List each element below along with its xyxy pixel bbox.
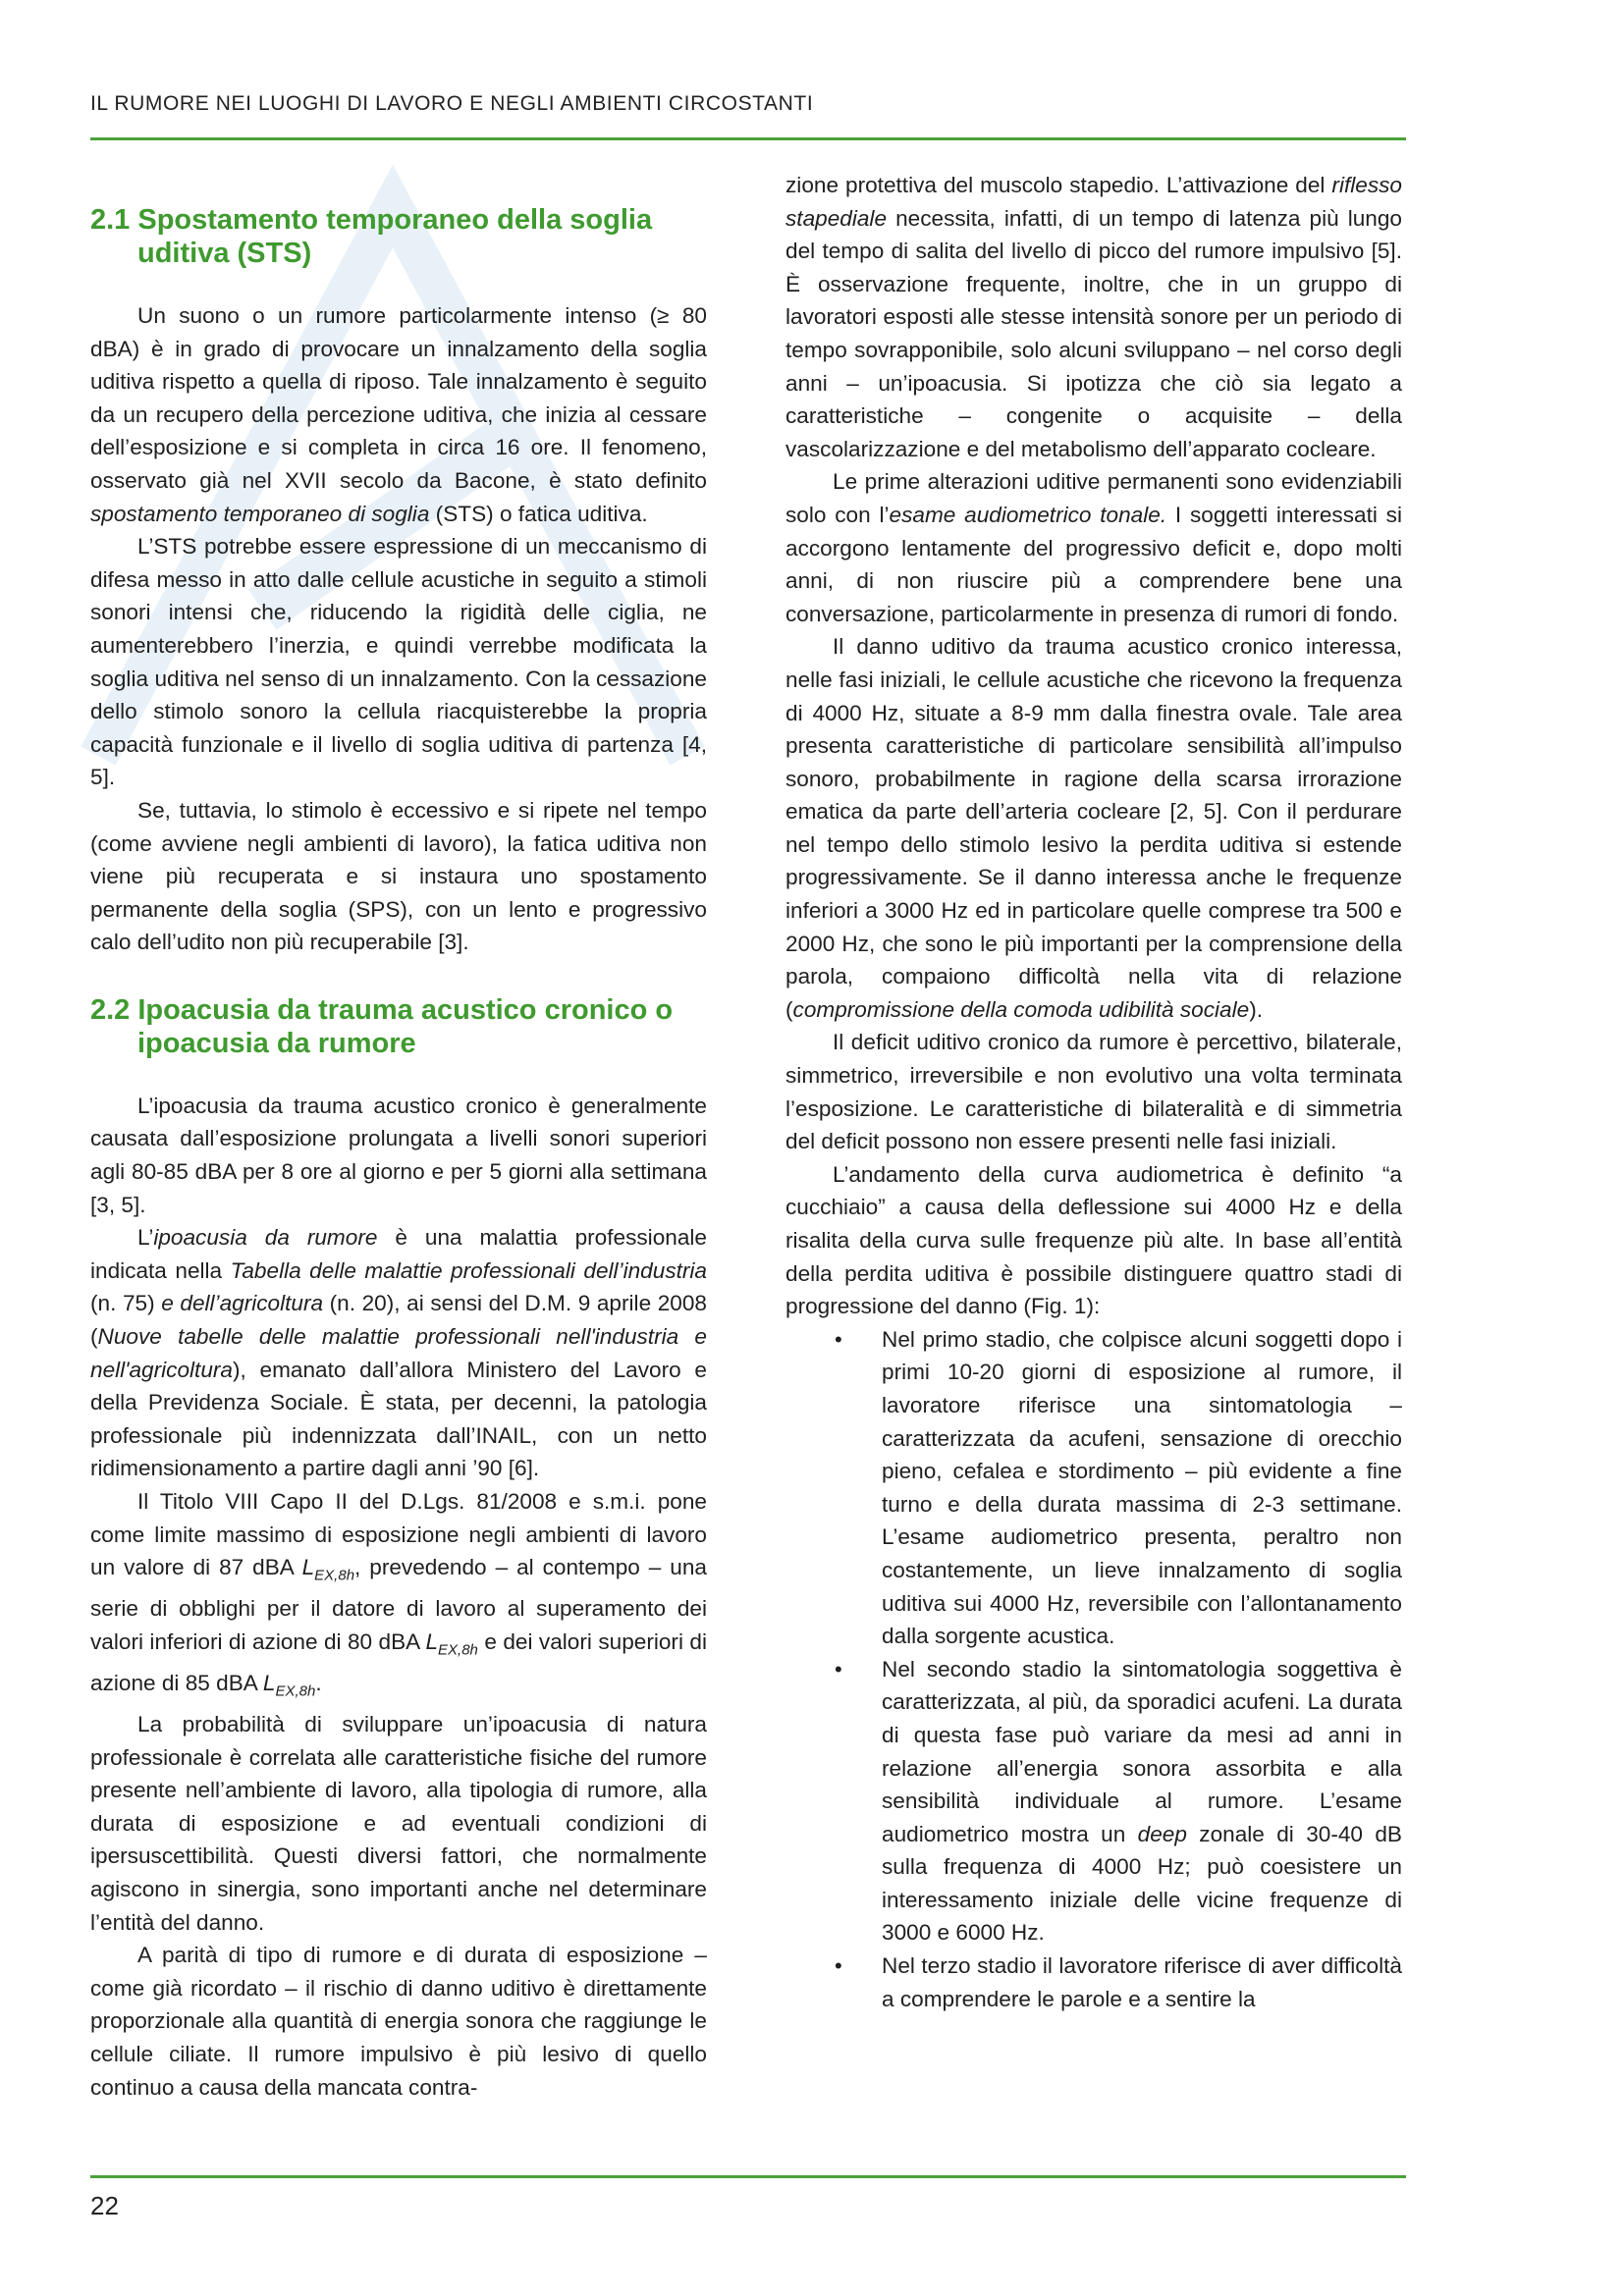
page-number: 22 <box>90 2191 119 2220</box>
paragraph: L’andamento della curva audiometrica è definito “a cucchiaio” a causa della deflessione sui 4000 Hz e della risalita della curva sulle frequenze più alte. In base all’entità della perdita uditiva è possibile distinguere quattro stadi di progressione del danno (Fig. 1): <box>785 1161 1402 1319</box>
paragraph: La probabilità di sviluppare un’ipoacusia di natura professionale è correlata alle caratteristiche fisiche del rumore presente nell’ambiente di lavoro, alla tipologia di rumore, alla durata di esposizione e ad eventuali condizioni di ipersuscettibilità. Questi diversi fattori, che normalmente agiscono in sinergia, sono importanti anche nel determinare l’entità del danno. <box>90 1712 707 1935</box>
paragraph: Un suono o un rumore particolarmente intenso (≥ 80 dBA) è in grado di provocare un innalzamento della soglia uditiva rispetto a quella di riposo. Tale innalzamento è seguito da un recupero della percezione uditiva, che inizia al cessare dell’esposizione e si completa in circa 16 ore. Il fenomeno, osservato già nel XVII secolo da Bacone, è stato definito spostamento temporaneo di soglia (STS) o fatica uditiva. <box>90 303 707 526</box>
paragraph: Il deficit uditivo cronico da rumore è percettivo, bilaterale, simmetrico, irreversibile e non evolutivo una volta terminata l’esposizione. Le caratteristiche di bilateralità e di simmetria del deficit possono non essere presenti nelle fasi iniziali. <box>785 1030 1402 1154</box>
bullet-icon: • <box>835 1656 842 1682</box>
paragraph: L’STS potrebbe essere espressione di un meccanismo di difesa messo in atto dalle cellule acustiche in seguito a stimoli sonori intensi che, riducendo la rigidità delle ciglia, ne aumenterebbero l’inerzia, e quindi verrebbe modificata la soglia uditiva nel senso di un innalzamento. Con la cessazione dello stimolo sonoro la cellula riacquisterebbe la propria capacità funzionale e il livello di soglia uditiva di partenza [4, 5]. <box>90 534 707 790</box>
running-header: IL RUMORE NEI LUOGHI DI LAVORO E NEGLI AMBIENTI CIRCOSTANTI <box>90 92 814 115</box>
left-column <box>90 169 707 2104</box>
bullet-icon: • <box>835 1953 842 1979</box>
paragraph: Il Titolo VIII Capo II del D.Lgs. 81/2008 e s.m.i. pone come limite massimo di esposizione negli ambienti di lavoro un valore di 87 dBA $L_{EX,8h}$, prevedendo – al contempo – una serie di obblighi per il datore di lavoro al superamento dei valori inferiori di azione di 80 dBA $L_{EX,8h}$ e dei valori superiori di azione di 85 dBA $L_{EX,8h}$. <box>90 1489 707 1700</box>
paragraph: L’ipoacusia da trauma acustico cronico è generalmente causata dall’esposizione prolungata a livelli sonori superiori agli 80-85 dBA per 8 ore al giorno e per 5 giorni alla settimana [3, 5]. <box>90 1093 707 1217</box>
right-column <box>785 169 1402 2015</box>
paragraph: L’ipoacusia da rumore è una malattia professionale indicata nella Tabella delle malattie professionali dell’industria (n. 75) e dell’agricoltura (n. 20), ai sensi del D.M. 9 aprile 2008 (Nuove tabelle delle malattie professionali nell'industria e nell'agricoltura), emanato dall’allora Ministero del Lavoro e della Previdenza Sociale. È stata, per decenni, la patologia professionale più indennizzata dall’INAIL, con un netto ridimensionamento a partire dagli anni ’90 [6]. <box>90 1225 707 1481</box>
section-heading-2-2: 2.2 Ipoacusia da trauma acustico cronico o ipoacusia da rumore <box>90 993 674 1059</box>
list-item: • Nel primo stadio, che colpisce alcuni soggetti dopo i primi 10-20 giorni di esposizione al rumore, il lavoratore riferisce una sintomatologia – caratterizzata da acufeni, sensazione di orecchio pieno, cefalea e stordimento – più evidente a fine turno e della durata massima di 2-3 settimane. L’esame audiometrico presenta, peraltro non costantemente, un lieve innalzamento di soglia uditiva sui 4000 Hz, reversibile con l’allontanamento dalla sorgente acustica. <box>785 1323 1402 1653</box>
list-item: • Nel terzo stadio il lavoratore riferisce di aver difficoltà a comprendere le parole e a sentire la <box>785 1949 1402 2015</box>
paragraph: Il danno uditivo da trauma acustico cronico interessa, nelle fasi iniziali, le cellule acustiche che ricevono la frequenza di 4000 Hz, situate a 8-9 mm dalla finestra ovale. Tale area presenta caratteristiche di particolare sensibilità all’impulso sonoro, probabilmente in ragione della scarsa irrorazione ematica da parte dell’arteria cocleare [2, 5]. Con il perdurare nel tempo dello stimolo lesivo la perdita uditiva si estende progressivamente. Se il danno interessa anche le frequenze inferiori a 3000 Hz ed in particolare quelle comprese tra 500 e 2000 Hz, che sono le più importanti per la comprensione della parola, compaiono difficoltà nella vita di relazione (compromissione della comoda udibilità sociale). <box>785 634 1402 1022</box>
paragraph: Se, tuttavia, lo stimolo è eccessivo e si ripete nel tempo (come avviene negli ambienti di lavoro), la fatica uditiva non viene più recuperata e si instaura uno spostamento permanente della soglia (SPS), con un lento e progressivo calo dell’udito non più recuperabile [3]. <box>90 797 707 955</box>
paragraph: A parità di tipo di rumore e di durata di esposizione – come già ricordato – il rischio di danno uditivo è direttamente proporzionale alla quantità di energia sonora che raggiunge le cellule ciliate. Il rumore impulsivo è più lesivo di quello continuo a causa della mancata contra- <box>90 1943 707 2100</box>
header-rule <box>90 137 1406 140</box>
bullet-icon: • <box>835 1326 842 1352</box>
footer-rule <box>90 2175 1406 2178</box>
paragraph: Le prime alterazioni uditive permanenti sono evidenziabili solo con l’esame audiometrico tonale. I soggetti interessati si accorgono lentamente del progressivo deficit e, dopo molti anni, di non riuscire più a comprendere bene una conversazione, particolarmente in presenza di rumori di fondo. <box>785 469 1402 626</box>
section-heading-2-1: 2.1 Spostamento temporaneo della soglia uditiva (STS) <box>90 204 653 269</box>
stage-list <box>785 1323 1402 2015</box>
list-item: • Nel secondo stadio la sintomatologia soggettiva è caratterizzata, al più, da sporadici acufeni. La durata di questa fase può variare da mesi ad anni in relazione all’energia sonora assorbita e alla sensibilità individuale al rumore. L’esame audiometrico mostra un deep zonale di 30-40 dB sulla frequenza di 4000 Hz; può coesistere un interessamento iniziale delle vicine frequenze di 3000 e 6000 Hz. <box>785 1653 1402 1949</box>
paragraph: zione protettiva del muscolo stapedio. L’attivazione del riflesso stapediale necessita, infatti, di un tempo di latenza più lungo del tempo di salita del livello di picco del rumore impulsivo [5]. È osservazione frequente, inoltre, che in un gruppo di lavoratori esposti alle stesse intensità sonore per un periodo di tempo sovrapponibile, solo alcuni sviluppano – nel corso degli anni – un’ipoacusia. Si ipotizza che ciò sia legato a caratteristiche – congenite o acquisite – della vascolarizzazione e del metabolismo dell’apparato cocleare. <box>785 173 1402 461</box>
